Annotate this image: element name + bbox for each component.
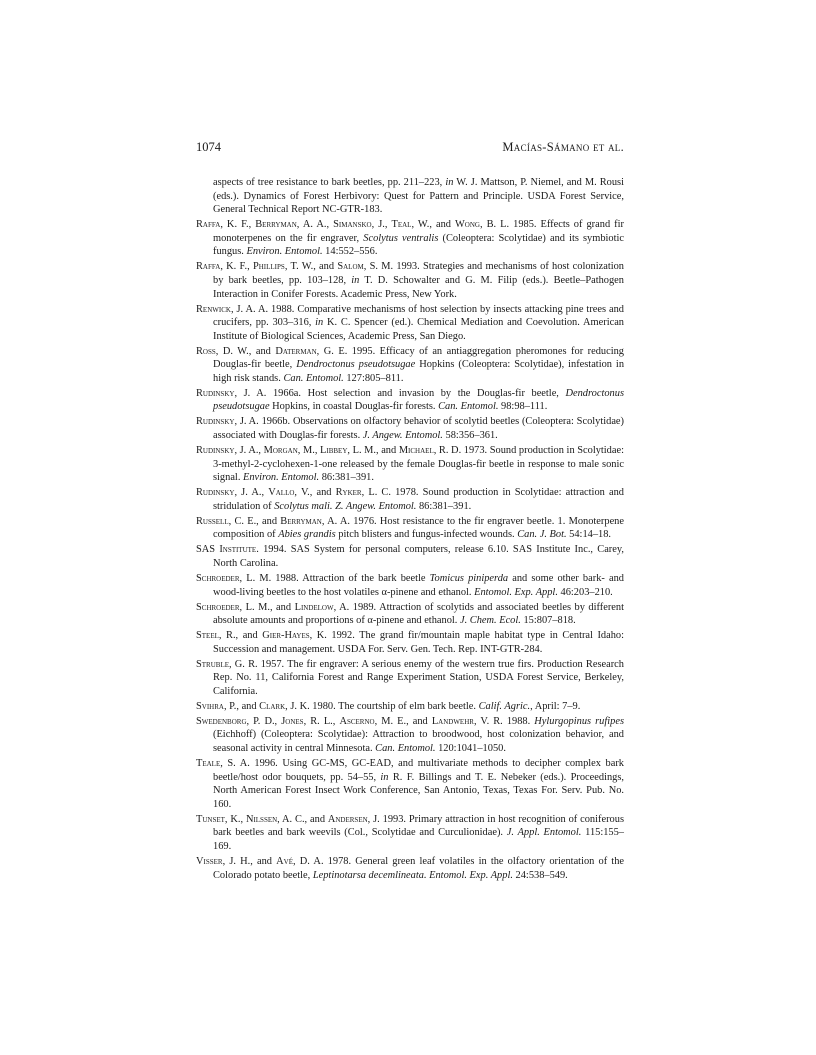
author-name: Clark bbox=[259, 700, 286, 712]
reference-text: , L. C. 1978. Sound production in Scolytidae: attraction and stridulation of bbox=[213, 487, 624, 512]
author-name: SAS Institute bbox=[196, 544, 257, 556]
italic-text: Abies grandis bbox=[278, 529, 336, 541]
reference-text: , B. L. 1985. Effects of grand fir monoterpenes on the fir engraver, bbox=[213, 219, 624, 244]
author-name: Michael bbox=[398, 445, 434, 457]
reference-text: , R. D. 1973. Sound production in Scolytidae: 3-methyl-2-cyclohexen-1-one released by the female Douglas-fir beetle in response to male sonic signal. bbox=[213, 445, 624, 484]
author-name: Steel bbox=[196, 630, 219, 642]
reference-entry bbox=[196, 260, 624, 301]
italic-text: in bbox=[315, 317, 324, 329]
reference-text: , A. A., bbox=[296, 219, 334, 231]
reference-text: 58:356–361. bbox=[442, 430, 498, 442]
reference-text: 98:98–111. bbox=[498, 401, 548, 413]
author-name: Svihra bbox=[196, 700, 224, 712]
page-header bbox=[196, 140, 624, 155]
italic-text: in bbox=[445, 177, 454, 188]
author-name: Wong bbox=[455, 219, 480, 231]
reference-text: , J. H., and bbox=[222, 855, 277, 867]
author-name: Morgan bbox=[263, 445, 298, 457]
reference-entry bbox=[196, 855, 624, 882]
italic-text: Leptinotarsa decemlineata. Entomol. Exp. Appl. bbox=[312, 869, 513, 881]
reference-text: , K., bbox=[224, 813, 246, 825]
reference-text: , W., and bbox=[411, 219, 455, 231]
reference-text: , T. W., and bbox=[284, 261, 338, 273]
reference-text: , K. F., bbox=[220, 261, 253, 273]
reference-text: , J. A. 1966b. Observations on olfactory behavior of scolytid beetles (Coleoptera: Scolytidae) associated with Douglas-fir forests. bbox=[213, 416, 624, 442]
author-name: Jones bbox=[281, 715, 304, 727]
reference-entry bbox=[196, 700, 624, 714]
reference-text: , D. A. 1978. General green leaf volatiles in the olfactory orientation of the Colorado potato beetle, bbox=[213, 855, 625, 881]
reference-text: , A. A. 1976. Host resistance to the fir engraver beetle. 1. Monoterpene composition of bbox=[213, 515, 624, 541]
author-name: Nilssen bbox=[245, 813, 278, 825]
reference-text: , J., bbox=[371, 219, 392, 231]
reference-text: (Eichhoff) (Coleoptera: Scolytidae): Attraction to broodwood, host colonization behavior, and seasonal activity in central Minnesota. bbox=[213, 729, 624, 754]
author-name: Berryman bbox=[280, 515, 322, 527]
reference-text: , S. A. 1996. Using GC-MS, GC-EAD, and multivariate methods to decipher complex bark beetle/host odor bouquets, pp. 54–55, bbox=[213, 757, 624, 783]
reference-text: , G. E. 1995. Efficacy of an antiaggregation pheromones for reducing Douglas-fir beetle, bbox=[213, 345, 624, 371]
author-name: Ross bbox=[196, 345, 216, 357]
italic-text: J. Chem. Ecol. bbox=[459, 615, 521, 627]
reference-text: (Coleoptera: Scolytidae) and its symbiotic fungus. bbox=[213, 232, 624, 258]
author-name: Ryker bbox=[335, 487, 362, 499]
reference-entry bbox=[196, 303, 624, 344]
author-name: Russell bbox=[196, 515, 229, 527]
reference-entry bbox=[196, 415, 624, 442]
reference-text: , April: 7–9. bbox=[530, 700, 581, 712]
author-name: Lindelow bbox=[294, 601, 334, 613]
reference-text: 127:805–811. bbox=[343, 372, 404, 384]
author-name: Renwick bbox=[196, 303, 231, 315]
reference-text: and some other bark- and wood-living beetles to the host volatiles α-pinene and ethanol. bbox=[213, 572, 624, 598]
author-name: Rudinsky bbox=[196, 416, 235, 428]
italic-text: Dendroctonus pseudotsugae bbox=[213, 387, 624, 413]
reference-text: pitch blisters and fungus-infected wounds. bbox=[335, 529, 518, 541]
italic-text: Scolytus mali. Z. Angew. Entomol. bbox=[274, 500, 417, 512]
italic-text: Entomol. Exp. Appl. bbox=[474, 586, 558, 598]
running-head: Macías-Sámano et al. bbox=[502, 140, 624, 154]
italic-text: J. Angew. Entomol. bbox=[362, 430, 443, 442]
reference-text: , C. E., and bbox=[228, 515, 281, 527]
italic-text: in bbox=[351, 274, 360, 286]
author-name: Teal bbox=[391, 219, 412, 231]
reference-entry bbox=[196, 715, 624, 756]
reference-list bbox=[196, 176, 624, 884]
reference-entry bbox=[196, 543, 624, 570]
author-name: Rudinsky bbox=[196, 387, 235, 399]
author-name: Simansko bbox=[333, 219, 372, 231]
italic-text: Can. J. Bot. bbox=[517, 529, 567, 541]
italic-text: Scolytus ventralis bbox=[363, 232, 439, 244]
reference-text: , P. D., bbox=[246, 715, 282, 727]
italic-text: Can. Entomol. bbox=[438, 401, 499, 413]
author-name: Tunset bbox=[196, 813, 225, 825]
author-name: Gier-Hayes bbox=[262, 630, 310, 642]
reference-entry bbox=[196, 757, 624, 811]
reference-text: R. F. Billings and T. E. Nebeker (eds.). Proceedings, North American Forest Insect Work Conference, San Antonio, Texas, Texas For. Serv. Pub. No. 160. bbox=[213, 771, 624, 810]
reference-text: 120:1041–1050. bbox=[435, 743, 506, 754]
author-name: Rudinsky bbox=[196, 487, 235, 499]
reference-text: , J. A., bbox=[234, 487, 269, 499]
reference-text: , R. L., bbox=[303, 715, 340, 727]
reference-text: , M., bbox=[297, 445, 321, 457]
reference-entry bbox=[196, 572, 624, 599]
reference-text: Hopkins (Coleoptera: Scolytidae), infestation in high risk stands. bbox=[213, 359, 625, 384]
author-name: Swedenborg bbox=[196, 715, 247, 727]
reference-text: Hopkins, in coastal Douglas-fir forests. bbox=[269, 401, 439, 413]
reference-text: 15:807–818. bbox=[520, 615, 576, 627]
reference-entry bbox=[196, 345, 624, 386]
author-name: Visser bbox=[196, 855, 223, 867]
reference-text: , L. M., and bbox=[239, 601, 295, 613]
italic-text: J. Appl. Entomol. bbox=[506, 827, 582, 839]
reference-text: . 1994. SAS System for personal computers, release 6.10. SAS Institute Inc., Carey, North Carolina. bbox=[213, 544, 624, 569]
author-name: Libbey bbox=[320, 445, 348, 457]
author-name: Schroeder bbox=[196, 572, 240, 584]
reference-text: 115:155–169. bbox=[213, 827, 625, 852]
italic-text: Dendroctonus pseudotsugae bbox=[296, 359, 416, 371]
author-name: Vallo bbox=[268, 487, 295, 499]
reference-entry bbox=[196, 176, 624, 217]
reference-text: , M. E., and bbox=[374, 715, 432, 727]
author-name: Phillips bbox=[252, 261, 285, 273]
reference-text: , P., and bbox=[223, 700, 260, 712]
reference-entry bbox=[196, 658, 624, 699]
reference-text: , A. 1989. Attraction of scolytids and associated beetles by different absolute amounts and proportions of α-pinene and ethanol. bbox=[213, 601, 625, 627]
italic-text: Environ. Entomol. bbox=[243, 472, 320, 484]
reference-text: K. C. Spencer (ed.). Chemical Mediation and Coevolution. American Institute of Biological Sciences, Academic Press, San Diego. bbox=[213, 317, 624, 342]
reference-entry bbox=[196, 813, 624, 854]
reference-text: , J. A. A. 1988. Comparative mechanisms of host selection by insects attacking pine trees and crucifers, pp. 303–316, bbox=[213, 303, 624, 329]
reference-entry bbox=[196, 218, 624, 259]
reference-text: , L. M., and bbox=[347, 445, 399, 457]
reference-text: 86:381–391. bbox=[319, 472, 374, 484]
reference-text: , G. R. 1957. The fir engraver: A serious enemy of the western true firs. Production Research Rep. No. 11, California Forest and Range Experiment Station, USDA Forest Service, Berkeley, California. bbox=[213, 658, 624, 697]
italic-text: in bbox=[380, 771, 389, 783]
reference-entry bbox=[196, 387, 624, 414]
reference-text: , R., and bbox=[218, 630, 263, 642]
reference-text: W. J. Mattson, P. Niemel, and M. Rousi (eds.). Dynamics of Forest Herbivory: Quest for Pattern and Principle. USDA Forest Service, General Technical Report NC-GTR-183. bbox=[213, 177, 624, 216]
reference-text: , K. 1992. The grand fir/mountain maple habitat type in Central Idaho: Succession and management. USDA For. Serv. Gen. Tech. Rep. INT-GTR-284. bbox=[213, 630, 624, 655]
reference-text: , V. R. 1988. bbox=[473, 715, 535, 727]
author-name: Avé bbox=[276, 855, 293, 867]
reference-text: , J. A., bbox=[234, 445, 264, 457]
reference-text: , D. W., and bbox=[215, 345, 276, 357]
author-name: Struble bbox=[196, 658, 229, 670]
italic-text: Can. Entomol. bbox=[375, 743, 436, 754]
reference-entry bbox=[196, 444, 624, 485]
reference-text: 46:203–210. bbox=[557, 586, 613, 598]
author-name: Daterman bbox=[275, 345, 317, 357]
author-name: Andersen bbox=[327, 813, 368, 825]
reference-text: 86:381–391. bbox=[416, 500, 472, 512]
italic-text: Calif. Agric. bbox=[478, 700, 531, 712]
italic-text: Environ. Entomol. bbox=[246, 246, 323, 258]
author-name: Schroeder bbox=[196, 601, 240, 613]
italic-text: Tomicus piniperda bbox=[429, 572, 509, 584]
reference-text: , V., and bbox=[294, 487, 336, 499]
reference-text: 14:552–556. bbox=[322, 246, 378, 258]
author-name: Ascerno bbox=[339, 715, 375, 727]
reference-text: , K. F., bbox=[220, 219, 256, 231]
italic-text: Hylurgopinus rufipes bbox=[534, 715, 624, 727]
reference-entry bbox=[196, 601, 624, 628]
reference-text: , J. K. 1980. The courtship of elm bark beetle. bbox=[285, 700, 479, 712]
author-name: Raffa bbox=[196, 261, 221, 273]
reference-text: , J. A. 1966a. Host selection and invasion by the Douglas-fir beetle, bbox=[234, 387, 566, 399]
reference-entry bbox=[196, 486, 624, 513]
reference-text: , L. M. 1988. Attraction of the bark beetle bbox=[239, 572, 430, 584]
author-name: Teale bbox=[196, 757, 221, 769]
reference-text: , A. C., and bbox=[277, 813, 328, 825]
author-name: Raffa bbox=[196, 219, 221, 231]
reference-text: aspects of tree resistance to bark beetles, pp. 211–223, bbox=[213, 177, 446, 188]
reference-text: 54:14–18. bbox=[566, 529, 612, 541]
author-name: Landwehr bbox=[431, 715, 474, 727]
page-number: 1074 bbox=[196, 140, 221, 154]
reference-entry bbox=[196, 629, 624, 656]
author-name: Salom bbox=[337, 261, 364, 273]
reference-entry bbox=[196, 515, 624, 542]
reference-text: 24:538–549. bbox=[512, 869, 568, 881]
reference-text: T. D. Schowalter and G. M. Filip (eds.). Beetle–Pathogen Interaction in Conifer Forests. Academic Press, New York. bbox=[213, 274, 624, 300]
author-name: Rudinsky bbox=[196, 445, 235, 457]
author-name: Berryman bbox=[255, 219, 297, 231]
reference-text: , J. 1993. Primary attraction in host recognition of coniferous bark beetles and bark weevils (Col., Scolytidae and Curculionidae). bbox=[213, 813, 624, 839]
italic-text: Can. Entomol. bbox=[283, 372, 344, 384]
reference-text: , S. M. 1993. Strategies and mechanisms of host colonization by bark beetles, pp. 103–128, bbox=[213, 261, 624, 286]
